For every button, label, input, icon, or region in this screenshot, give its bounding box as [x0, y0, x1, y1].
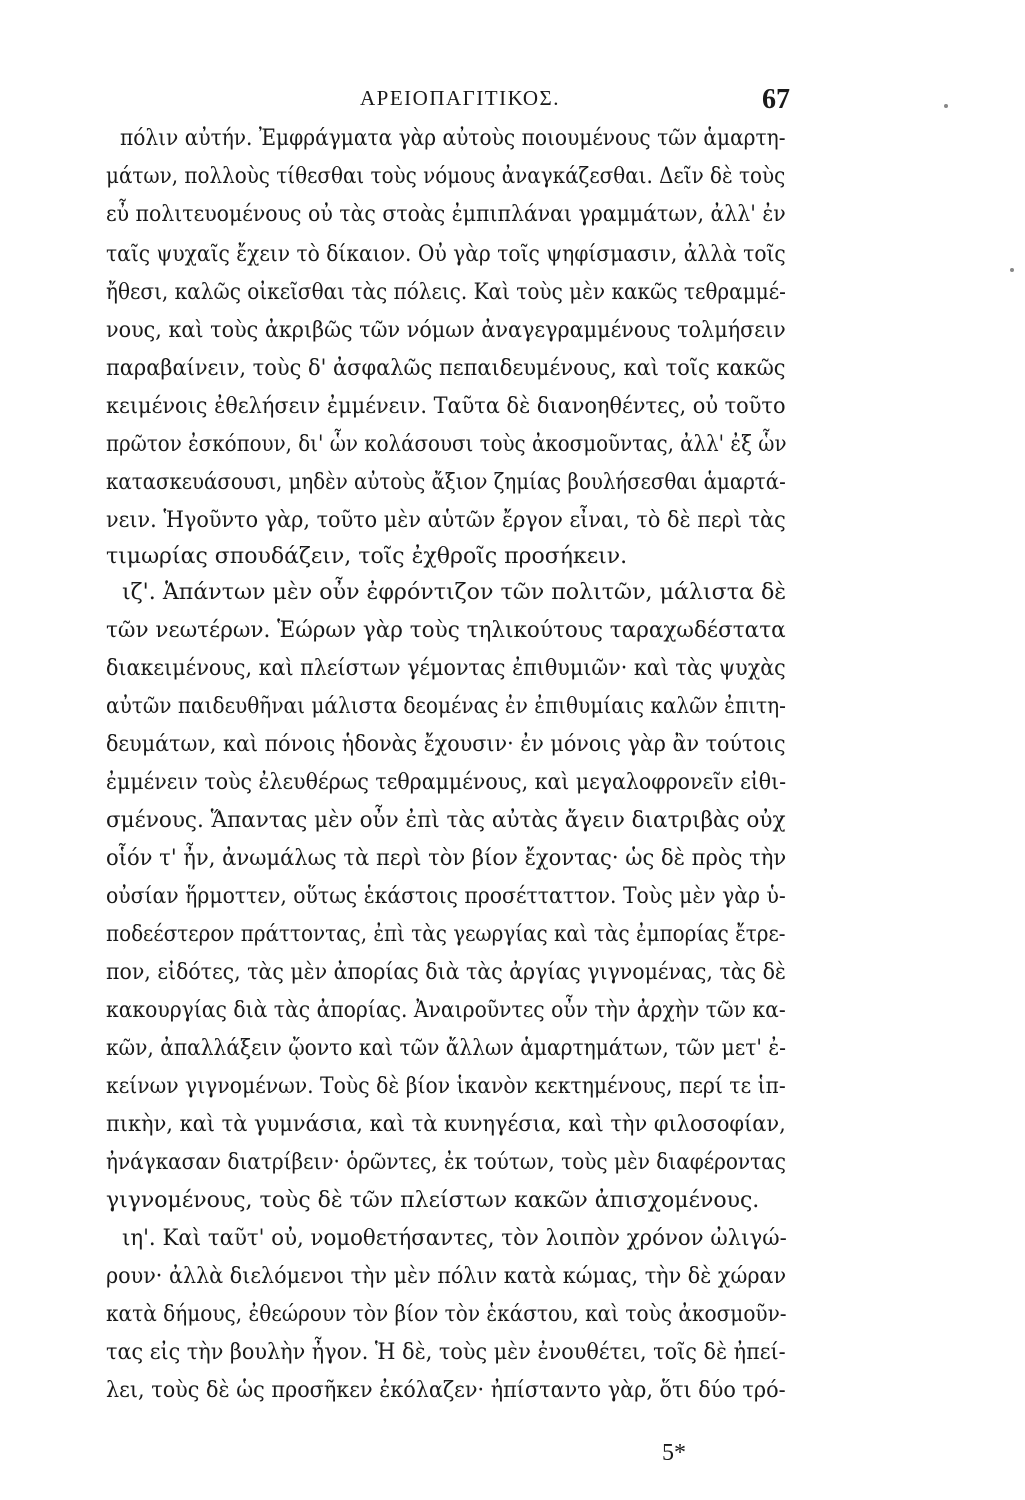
- text-line: λει, τοὺς δὲ ὡς προσῆκεν ἐκόλαζεν· ἠπίσταντο γὰρ, ὅτι δύο τρό-: [106, 1378, 786, 1403]
- text-line: ἠνάγκασαν διατρίβειν· ὁρῶντες, ἐκ τούτων, τοὺς μὲν διαφέροντας: [106, 1150, 786, 1175]
- text-line: οὐσίαν ἥρμοττεν, οὕτως ἑκάστοις προσέτταττον. Τοὺς μὲν γὰρ ὑ-: [106, 884, 786, 909]
- text-line: κειμένοις ἐθελήσειν ἐμμένειν. Ταῦτα δὲ διανοηθέντες, οὐ τοῦτο: [106, 394, 786, 419]
- text-line: διακειμένους, καὶ πλείστων γέμοντας ἐπιθυμιῶν· καὶ τὰς ψυχὰς: [106, 656, 786, 681]
- margin-speck: [1010, 268, 1014, 272]
- signature-mark: 5*: [662, 1440, 686, 1466]
- text-line: κείνων γιγνομένων. Τοὺς δὲ βίον ἱκανὸν κεκτημένους, περί τε ἱπ-: [106, 1074, 786, 1099]
- text-line: πον, εἰδότες, τὰς μὲν ἀπορίας διὰ τὰς ἀργίας γιγνομένας, τὰς δὲ: [106, 960, 786, 985]
- page-number: 67: [762, 84, 790, 115]
- margin-speck: [944, 104, 948, 108]
- text-line: οἷόν τ' ἦν, ἀνωμάλως τὰ περὶ τὸν βίον ἔχοντας· ὡς δὲ πρὸς τὴν: [106, 846, 787, 871]
- text-line: τιμωρίας σπουδάζειν, τοῖς ἐχθροῖς προσήκειν.: [106, 544, 628, 569]
- text-line: μάτων, πολλοὺς τίθεσθαι τοὺς νόμους ἀναγκάζεσθαι. Δεῖν δὲ τοὺς: [106, 164, 786, 189]
- text-line: κῶν, ἀπαλλάξειν ᾤοντο καὶ τῶν ἄλλων ἁμαρτημάτων, τῶν μετ' ἐ-: [106, 1036, 787, 1061]
- text-line: εὖ πολιτευομένους οὐ τὰς στοὰς ἐμπιπλάναι γραμμάτων, ἀλλ' ἐν: [106, 202, 786, 227]
- section-line: ιζ'. Ἁπάντων μὲν οὖν ἐφρόντιζον τῶν πολιτῶν, μάλιστα δὲ: [122, 580, 787, 605]
- text-line: πικὴν, καὶ τὰ γυμνάσια, καὶ τὰ κυνηγέσια, καὶ τὴν φιλοσοφίαν,: [106, 1112, 786, 1137]
- text-line: τας εἰς τὴν βουλὴν ἦγον. Ἡ δὲ, τοὺς μὲν ἐνουθέτει, τοῖς δὲ ἠπεί-: [106, 1340, 786, 1365]
- text-line: ρουν· ἀλλὰ διελόμενοι τὴν μὲν πόλιν κατὰ κώμας, τὴν δὲ χώραν: [106, 1264, 787, 1289]
- text-line: τῶν νεωτέρων. Ἑώρων γὰρ τοὺς τηλικούτους ταραχωδέστατα: [106, 618, 786, 643]
- text-line: αὐτῶν παιδευθῆναι μάλιστα δεομένας ἐν ἐπιθυμίαις καλῶν ἐπιτη-: [106, 694, 786, 719]
- text-line: ταῖς ψυχαῖς ἔχειν τὸ δίκαιον. Οὐ γὰρ τοῖς ψηφίσμασιν, ἀλλὰ τοῖς: [106, 242, 786, 267]
- text-line: ποδεέστερον πράττοντας, ἐπὶ τὰς γεωργίας καὶ τὰς ἐμπορίας ἔτρε-: [106, 922, 786, 947]
- text-line: ἤθεσι, καλῶς οἰκεῖσθαι τὰς πόλεις. Καὶ τοὺς μὲν κακῶς τεθραμμέ-: [106, 280, 786, 305]
- text-line: νειν. Ἡγοῦντο γὰρ, τοῦτο μὲν αὑτῶν ἔργον εἶναι, τὸ δὲ περὶ τὰς: [106, 508, 786, 533]
- text-line: πρῶτον ἐσκόπουν, δι' ὧν κολάσουσι τοὺς ἀκοσμοῦντας, ἀλλ' ἐξ ὧν: [106, 432, 787, 457]
- section-line: ιη'. Καὶ ταῦτ' οὐ, νομοθετήσαντες, τὸν λοιπὸν χρόνον ὠλιγώ-: [122, 1226, 787, 1251]
- text-line: κατὰ δήμους, ἐθεώρουν τὸν βίον τὸν ἑκάστου, καὶ τοὺς ἀκοσμοῦν-: [106, 1302, 787, 1327]
- running-title: ΑΡΕΙΟΠΑΓΙΤΙΚΟΣ.: [360, 86, 560, 110]
- text-line: δευμάτων, καὶ πόνοις ἡδονὰς ἔχουσιν· ἐν μόνοις γὰρ ἂν τούτοις: [106, 732, 786, 757]
- text-line: κατασκευάσουσι, μηδὲν αὐτοὺς ἄξιον ζημίας βουλήσεσθαι ἁμαρτά-: [106, 470, 786, 495]
- text-line: νους, καὶ τοὺς ἀκριβῶς τῶν νόμων ἀναγεγραμμένους τολμήσειν: [106, 318, 786, 343]
- text-line: ἐμμένειν τοὺς ἐλευθέρως τεθραμμένους, καὶ μεγαλοφρονεῖν εἰθι-: [106, 770, 787, 795]
- text-line: γιγνομένους, τοὺς δὲ τῶν πλείστων κακῶν ἀπισχομένους.: [106, 1188, 760, 1213]
- text-line: πόλιν αὐτήν. Ἐμφράγματα γὰρ αὐτοὺς ποιουμένους τῶν ἁμαρτη-: [120, 126, 786, 151]
- text-line: σμένους. Ἅπαντας μὲν οὖν ἐπὶ τὰς αὐτὰς ἄγειν διατριβὰς οὐχ: [106, 808, 786, 833]
- text-line: παραβαίνειν, τοὺς δ' ἀσφαλῶς πεπαιδευμένους, καὶ τοῖς κακῶς: [106, 356, 786, 381]
- text-line: κακουργίας διὰ τὰς ἀπορίας. Ἀναιροῦντες οὖν τὴν ἀρχὴν τῶν κα-: [106, 998, 786, 1023]
